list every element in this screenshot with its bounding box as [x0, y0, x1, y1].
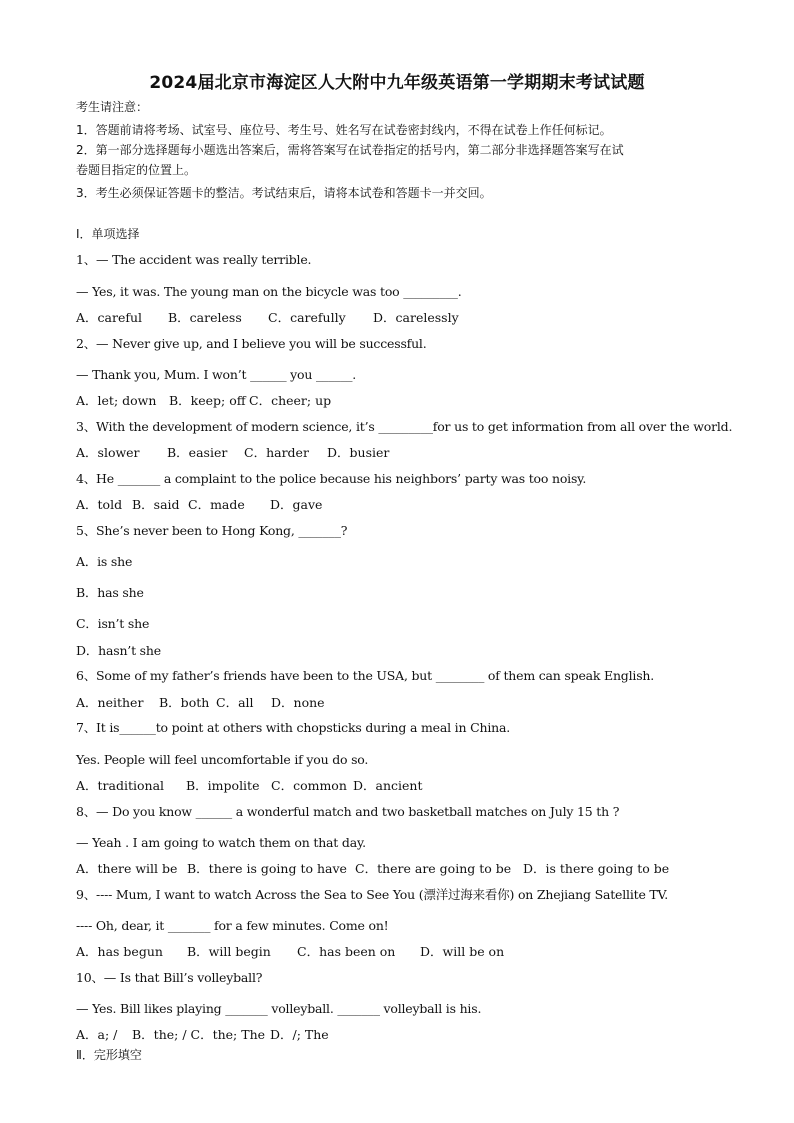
option-c[interactable]: C．harder: [244, 445, 309, 460]
option-b[interactable]: B．keep; off: [169, 393, 246, 408]
notice-item-2-cont: 卷题目指定的位置上。: [76, 163, 197, 177]
question-1-reply: — Yes, it was. The young man on the bicycle was too _________.: [76, 284, 462, 299]
question-10-prompt: 10、— Is that Bill’s volleyball?: [76, 970, 263, 985]
question-9-reply: ---- Oh, dear, it _______ for a few minutes. Come on!: [76, 918, 389, 933]
question-10-reply: — Yes. Bill likes playing _______ volleyball. _______ volleyball is his.: [76, 1001, 482, 1016]
option-c[interactable]: C．carefully: [268, 310, 346, 325]
notice-item-2: 2．第一部分选择题每小题选出答案后，需将答案写在试卷指定的括号内，第二部分非选择题答案写在试: [76, 143, 624, 157]
question-5-option-a[interactable]: A．is she: [76, 554, 133, 569]
option-d[interactable]: D．will be on: [420, 944, 505, 959]
question-8-reply: — Yeah . I am going to watch them on that day.: [76, 835, 366, 850]
option-b[interactable]: B．easier: [167, 445, 228, 460]
question-8-options: [76, 861, 669, 877]
option-d[interactable]: D．none: [271, 695, 325, 710]
question-7-prompt: 7、It is______to point at others with chopsticks during a meal in China.: [76, 720, 510, 735]
notice-heading: 考生请注意：: [76, 100, 149, 114]
option-a[interactable]: A．let; down: [76, 393, 157, 408]
option-a[interactable]: A．a; /: [76, 1027, 118, 1042]
question-8-prompt: 8、— Do you know ______ a wonderful match and two basketball matches on July 15 th ?: [76, 804, 620, 819]
question-3-prompt: 3、With the development of modern science, it’s _________for us to get information from all over the world.: [76, 419, 733, 434]
question-6-options: [76, 695, 325, 711]
option-d[interactable]: D．is there going to be: [523, 861, 670, 876]
question-5-prompt: 5、She’s never been to Hong Kong, _______?: [76, 523, 348, 538]
question-2-reply: — Thank you, Mum. I won’t ______ you ______.: [76, 367, 357, 382]
option-c[interactable]: C．common: [271, 778, 347, 793]
question-3-options: [76, 445, 389, 461]
question-5-option-b[interactable]: B．has she: [76, 585, 144, 600]
question-7-reply: Yes. People will feel uncomfortable if you do so.: [76, 752, 369, 767]
question-2-options: [76, 393, 331, 409]
section-heading-cloze: Ⅱ．完形填空: [76, 1048, 142, 1062]
question-7-options: [76, 778, 423, 794]
option-b[interactable]: B．both: [159, 695, 210, 710]
option-b-c[interactable]: B．the; / C．the; The: [132, 1027, 266, 1042]
option-d[interactable]: D．carelessly: [373, 310, 459, 325]
option-a[interactable]: A．there will be: [76, 861, 178, 876]
question-5-option-c[interactable]: C．isn’t she: [76, 616, 150, 631]
question-1-prompt: 1、— The accident was really terrible.: [76, 252, 312, 267]
question-4-prompt: 4、He _______ a complaint to the police because his neighbors’ party was too noisy.: [76, 471, 587, 486]
notice-item-3: 3．考生必须保证答题卡的整洁。考试结束后，请将本试卷和答题卡一并交回。: [76, 186, 492, 200]
option-a[interactable]: A．told: [76, 497, 123, 512]
question-6-prompt: 6、Some of my father’s friends have been to the USA, but ________ of them can speak English.: [76, 668, 655, 683]
option-b[interactable]: B．careless: [168, 310, 242, 325]
option-b[interactable]: B．impolite: [186, 778, 260, 793]
option-b[interactable]: B．there is going to have: [187, 861, 347, 876]
option-c[interactable]: C．cheer; up: [249, 393, 332, 408]
option-d[interactable]: D．ancient: [353, 778, 423, 793]
question-5-option-d[interactable]: D．hasn’t she: [76, 643, 161, 658]
option-d[interactable]: D．busier: [327, 445, 390, 460]
question-9-options: [76, 944, 504, 960]
question-4-options: [76, 497, 322, 513]
option-b[interactable]: B．will begin: [187, 944, 271, 959]
question-1-options: [76, 310, 459, 326]
section-heading-single-choice: Ⅰ．单项选择: [76, 227, 140, 241]
option-c[interactable]: C．there are going to be: [355, 861, 512, 876]
option-c[interactable]: C．has been on: [297, 944, 396, 959]
option-d[interactable]: D．/; The: [270, 1027, 329, 1042]
notice-item-1: 1．答题前请将考场、试室号、座位号、考生号、姓名写在试卷密封线内，不得在试卷上作任何标记。: [76, 123, 612, 137]
option-a[interactable]: A．has begun: [76, 944, 163, 959]
option-b[interactable]: B．said: [132, 497, 180, 512]
page-title: 2024届北京市海淀区人大附中九年级英语第一学期期末考试试题: [149, 73, 645, 93]
question-9-prompt: 9、---- Mum, I want to watch Across the Sea to See You (漂洋过海来看你) on Zhejiang Satellite TV.: [76, 887, 668, 902]
option-a[interactable]: A．careful: [76, 310, 143, 325]
option-c[interactable]: C．all: [216, 695, 254, 710]
option-d[interactable]: D．gave: [270, 497, 323, 512]
question-10-options: [76, 1027, 329, 1043]
option-c[interactable]: C．made: [188, 497, 245, 512]
option-a[interactable]: A．neither: [76, 695, 144, 710]
option-a[interactable]: A．slower: [76, 445, 140, 460]
option-a[interactable]: A．traditional: [76, 778, 165, 793]
question-2-prompt: 2、— Never give up, and I believe you will be successful.: [76, 336, 427, 351]
